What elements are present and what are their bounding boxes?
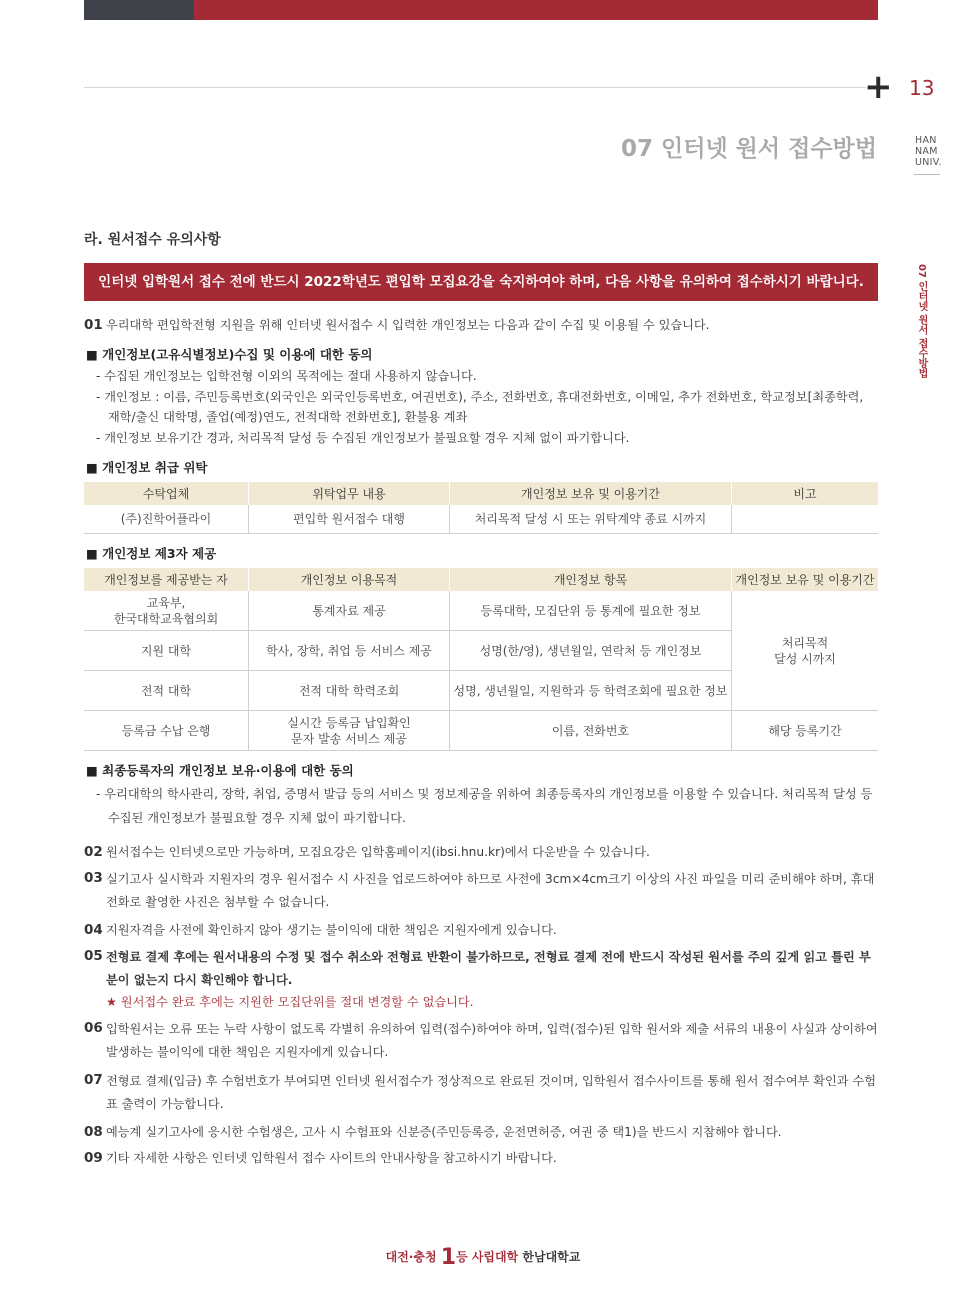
plus-icon: + — [864, 67, 893, 107]
footer-slogan: 대전·충청 1등 사립대학 한남대학교 — [385, 1245, 581, 1270]
brand-logo: HAN NAM UNIV. — [915, 135, 942, 168]
page-number: 13 — [909, 76, 935, 100]
notice-banner: 인터넷 입학원서 접수 전에 반드시 2022학년도 편입학 모집요강을 숙지하여야 하며, 다음 사항을 유의하여 접수하시기 바랍니다. — [84, 263, 878, 301]
list-item: 08 예능계 실기고사에 응시한 수험생은, 고사 시 수험표와 신분증(주민등록증, 운전면허증, 여권 중 택1)을 반드시 지참해야 합니다. — [84, 1124, 782, 1140]
third-party-table: 개인정보를 제공받는 자 개인정보 이용목적 개인정보 항목 개인정보 보유 및 이용기간 교육부, 한국대학교육협의회 통계자료 제공 등록대학, 모집단위 등 통계에 필요한 정보 처리목적 달성 시까지 지원 대학 학사, 장학, 취업 등 서비스 제공 성명(한/영), 생년월일, 연락처 등 개인정보 전적 대학 전적 대학 학력조회 성명, 생년월일, 지원학과 등 학력조회에 필요한 정보 등록금 수납 은행 실시간 등록금 납입확인 문자 발송 서비스 제공 이름, 전화번호 해당 등록기간 — [84, 568, 878, 751]
list-item: 02 원서접수는 인터넷으로만 가능하며, 모집요강은 입학홈페이지(ibsi.hnu.kr)에서 다운받을 수 있습니다. — [84, 844, 650, 860]
side-tab: 07 인터넷 원서 접수방법 — [916, 264, 927, 379]
list-item: 04 지원자격을 사전에 확인하지 않아 생기는 불이익에 대한 책임은 지원자에게 있습니다. — [84, 922, 557, 938]
final-consent-title: ■ 최종등록자의 개인정보 보유·이용에 대한 동의 — [86, 763, 354, 778]
final-consent-line: - 우리대학의 학사관리, 장학, 취업, 증명서 발급 등의 서비스 및 정보제공을 위하여 최종등록자의 개인정보를 이용할 수 있습니다. 처리목적 달성 등 수집된 개인정보가 불필요할 경우 지체 없이 파기합니다. — [96, 787, 873, 825]
list-item: 03 실기고사 실시학과 지원자의 경우 원서접수 시 사진을 업로드하여야 하므로 사전에 3cm×4cm크기 이상의 사진 파일을 미리 준비해야 하며, 휴대전화로 촬영한 사진은 첨부할 수 없습니다. — [84, 870, 875, 909]
third-party-title: ■ 개인정보 제3자 제공 — [86, 546, 217, 561]
brand-divider — [914, 174, 940, 175]
consent-line: - 개인정보 : 이름, 주민등록번호(외국인은 외국인등록번호, 여권번호), 주소, 전화번호, 휴대전화번호, 이메일, 추가 전화번호, 학교정보[최종학력, 재학/출신 대학명, 졸업(예정)연도, 전적대학 전화번호], 환불용 계좌 — [96, 390, 864, 424]
main-content — [84, 230, 878, 1174]
table-row: (주)진학어플라이 편입학 원서접수 대행 처리목적 달성 시 또는 위탁계약 종료 시까지 — [84, 505, 878, 534]
table-row: 전적 대학 전적 대학 학력조회 성명, 생년월일, 지원학과 등 학력조회에 필요한 정보 — [84, 671, 878, 711]
warning-note: ★ 원서접수 완료 후에는 지원한 모집단위를 절대 변경할 수 없습니다. — [106, 995, 474, 1009]
list-item: 09 기타 자세한 사항은 인터넷 입학원서 접수 사이트의 안내사항을 참고하시기 바랍니다. — [84, 1150, 557, 1166]
entrust-title: ■ 개인정보 취급 위탁 — [86, 460, 208, 475]
list-item: 01 우리대학 편입학전형 지원을 위해 인터넷 원서접수 시 입력한 개인정보는 다음과 같이 수집 및 이용될 수 있습니다. — [84, 317, 710, 333]
consent-line: - 개인정보 보유기간 경과, 처리목적 달성 등 수집된 개인정보가 불필요할 경우 지체 없이 파기합니다. — [96, 431, 630, 445]
list-item: 07 전형료 결제(입금) 후 수험번호가 부여되면 인터넷 원서접수가 정상적으로 완료된 것이며, 입학원서 접수사이트를 통해 원서 접수여부 확인과 수험표 출력이 가능합니다. — [84, 1072, 876, 1111]
consent-title: ■ 개인정보(고유식별정보)수집 및 이용에 대한 동의 — [86, 347, 373, 362]
entrust-table: 수탁업체 위탁업무 내용 개인정보 보유 및 이용기간 비고 (주)진학어플라이 편입학 원서접수 대행 처리목적 달성 시 또는 위탁계약 종료 시까지 — [84, 482, 878, 534]
header-divider — [84, 87, 866, 88]
table-row: 등록금 수납 은행 실시간 등록금 납입확인 문자 발송 서비스 제공 이름, 전화번호 해당 등록기간 — [84, 711, 878, 751]
table-row: 지원 대학 학사, 장학, 취업 등 서비스 제공 성명(한/영), 생년월일, 연락처 등 개인정보 — [84, 631, 878, 671]
top-color-bar — [84, 0, 878, 20]
list-item: 05 전형료 결제 후에는 원서내용의 수정 및 접수 취소와 전형료 반환이 불가하므로, 전형료 결제 전에 반드시 작성된 원서를 주의 깊게 읽고 틀린 부분이 없는지 다시 확인해야 합니다. ★ 원서접수 완료 후에는 지원한 모집단위를 절대 변경할 수 없습니다. — [84, 948, 871, 1009]
table-row: 교육부, 한국대학교육협의회 통계자료 제공 등록대학, 모집단위 등 통계에 필요한 정보 처리목적 달성 시까지 — [84, 591, 878, 631]
section-title: 07 인터넷 원서 접수방법 — [621, 136, 877, 162]
consent-line: - 수집된 개인정보는 입학전형 이외의 목적에는 절대 사용하지 않습니다. — [96, 369, 477, 383]
list-item: 06 입학원서는 오류 또는 누락 사항이 없도록 각별히 유의하여 입력(접수)하여야 하며, 입력(접수)된 입학 원서와 제출 서류의 내용이 사실과 상이하여 발생하는 불이익에 대한 책임은 지원자에게 있습니다. — [84, 1020, 878, 1059]
page-heading: 라. 원서접수 유의사항 — [84, 232, 221, 248]
